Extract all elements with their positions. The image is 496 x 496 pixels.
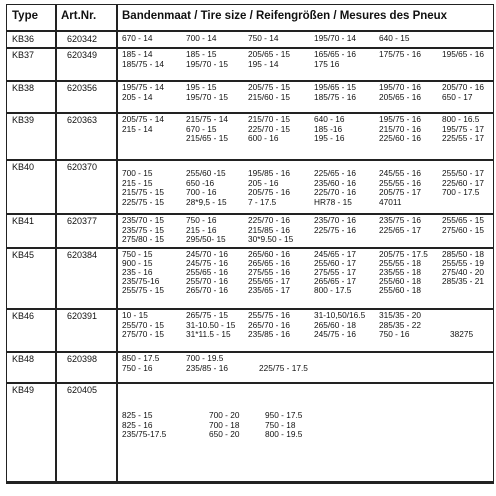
tire-size-value: 31*11.5 - 15 (186, 329, 231, 340)
tire-size-value: 225/70 - 15 (248, 123, 290, 134)
article-number-cell: 620363 (67, 115, 98, 125)
row-divider (6, 482, 494, 484)
tire-size-value: 700 - 17.5 (442, 187, 480, 198)
tire-size-value: 700 - 14 (186, 33, 217, 43)
tire-size-value: 215/65 - 15 (186, 133, 228, 144)
tire-size-value: 255/75 - 16 (248, 310, 290, 320)
table-row (6, 351, 494, 382)
tire-size-value: 31-10.50 - 15 (186, 319, 236, 330)
tire-size-value: 275/55 - 16 (248, 267, 290, 277)
tire-size-value: 195 - 16 (314, 133, 345, 144)
header-type: Type (12, 10, 38, 22)
tire-size-value: 255/75 - 15 (122, 285, 164, 295)
tire-size-value: 245/75 - 16 (186, 258, 228, 268)
tire-size-value: 225/70 - 16 (314, 187, 356, 198)
table-row (6, 159, 494, 213)
tire-size-value: 7 - 17.5 (248, 196, 277, 207)
tire-size-value: 235/60 - 16 (314, 177, 356, 188)
table-row (6, 31, 494, 47)
tire-size-value: 215/85 - 16 (248, 224, 290, 235)
tire-size-value: 650 -16 (186, 177, 215, 188)
tire-size-value: 255/70 - 15 (122, 319, 164, 330)
type-cell: KB41 (12, 216, 35, 226)
tire-size-value: 640 - 16 (314, 114, 345, 124)
article-number-cell: 620384 (67, 250, 98, 260)
tire-size-value: 235/70 - 15 (122, 215, 164, 225)
tire-size-value: 235/65 - 17 (248, 285, 290, 295)
tire-size-value: 255/60 - 17 (314, 258, 356, 268)
tire-size-value: 235/85 - 16 (248, 329, 290, 340)
tire-size-value: 255/65 - 15 (442, 215, 484, 225)
tire-size-value: 30*9.50 - 15 (248, 234, 294, 245)
tire-size-value: 800 - 16.5 (442, 114, 480, 124)
tire-size-value: 275/80 - 15 (122, 234, 164, 245)
tire-size-value: 10 - 15 (122, 310, 148, 320)
tire-size-value: 215/60 - 15 (248, 91, 290, 102)
tire-size-value: 800 - 19.5 (265, 429, 303, 440)
tire-size-value: 225/65 - 16 (314, 168, 356, 178)
tire-size-value: 185 -16 (314, 123, 343, 134)
tire-size-value: 205/65 - 16 (379, 91, 421, 102)
tire-size-value: 205/75 - 14 (122, 114, 164, 124)
tire-size-value: 275/40 - 20 (442, 267, 484, 277)
tire-size-value: 245/55 - 16 (379, 168, 421, 178)
tire-size-value: 800 - 17.5 (314, 285, 352, 295)
tire-size-value: 255/60 -15 (186, 168, 226, 178)
article-number-cell: 620342 (67, 34, 98, 44)
tire-size-value: 31-10,50/16.5 (314, 310, 366, 320)
tire-size-value: 650 - 20 (209, 429, 240, 440)
tire-size-value: 255/60 - 18 (379, 285, 421, 295)
tire-size-value: 285/35 - 22 (379, 319, 421, 330)
tire-size-value: 195 - 14 (248, 58, 279, 69)
tire-size-value: 195 - 15 (186, 82, 217, 92)
tire-size-value: 195/75 - 16 (379, 114, 421, 124)
tire-size-value: 825 - 15 (122, 410, 153, 420)
tire-size-value: 285/50 - 18 (442, 249, 484, 259)
tire-size-value: 650 - 17 (442, 91, 473, 102)
type-cell: KB40 (12, 162, 35, 172)
tire-size-value: 255/55 - 16 (379, 177, 421, 188)
type-cell: KB45 (12, 250, 35, 260)
tire-size-value: 225/60 - 16 (379, 133, 421, 144)
tire-size-value: 670 - 14 (122, 33, 153, 43)
tire-size-value: HR78 - 15 (314, 196, 352, 207)
article-number-cell: 620349 (67, 50, 98, 60)
tire-size-value: 235/75-17.5 (122, 429, 167, 440)
tire-size-value: 195/75 - 17 (442, 123, 484, 134)
tire-size-value: 235/75 - 16 (379, 215, 421, 225)
tire-size-value: 165/65 - 16 (314, 49, 356, 59)
table-row (6, 213, 494, 247)
tire-size-value: 235/55 - 18 (379, 267, 421, 277)
tire-size-value: 640 - 15 (379, 33, 410, 43)
tire-size-value: 825 - 16 (122, 419, 153, 430)
article-number-cell: 620405 (67, 385, 98, 395)
table-row (6, 308, 494, 351)
tire-size-value: 275/55 - 17 (314, 267, 356, 277)
tire-size-value: 225/70 - 16 (248, 215, 290, 225)
article-number-cell: 620377 (67, 216, 98, 226)
type-cell: KB36 (12, 34, 35, 44)
table-row (6, 382, 494, 482)
type-cell: KB49 (12, 385, 35, 395)
tire-size-value: 750 - 16 (186, 215, 217, 225)
tire-size-value: 195/70 - 15 (186, 58, 228, 69)
table-row (6, 47, 494, 80)
tire-size-value: 225/75 - 16 (314, 224, 356, 235)
tire-size-value: 185 - 14 (122, 49, 153, 59)
tire-size-value: 38275 (450, 329, 474, 340)
tire-size-value: 275/70 - 15 (122, 329, 164, 340)
table-row (6, 247, 494, 308)
tire-size-value: 750 - 14 (248, 33, 279, 43)
tire-size-value: 205 - 16 (248, 177, 279, 188)
tire-size-value: 195/75 - 14 (122, 82, 164, 92)
tire-size-value: 245/75 - 16 (314, 329, 356, 340)
tire-size-value: 265/65 - 17 (314, 276, 356, 286)
tire-size-value: 700 - 19.5 (186, 353, 224, 363)
tire-size-value: 195/70 - 14 (314, 33, 356, 43)
tire-size-value: 255/55 - 18 (379, 258, 421, 268)
tire-size-value: 225/75 - 17.5 (259, 362, 308, 373)
tire-size-value: 205/75 - 15 (248, 82, 290, 92)
type-cell: KB39 (12, 115, 35, 125)
tire-size-value: 265/75 - 15 (186, 310, 228, 320)
tire-size-value: 225/75 - 15 (122, 196, 164, 207)
tire-size-value: 235 - 16 (122, 267, 153, 277)
header-art: Art.Nr. (61, 10, 97, 22)
tire-size-value: 265/70 - 16 (186, 285, 228, 295)
tire-size-value: 750 - 16 (379, 329, 410, 340)
tire-size-value: 285/35 - 21 (442, 276, 484, 286)
tire-size-value: 195/65 - 16 (442, 49, 484, 59)
tire-size-value: 900 - 15 (122, 258, 153, 268)
tire-size-value: 205/65 - 15 (248, 49, 290, 59)
tire-size-value: 315/35 - 20 (379, 310, 421, 320)
tire-size-value: 28*9,5 - 15 (186, 196, 227, 207)
tire-size-table (6, 4, 494, 482)
tire-size-value: 225/55 - 17 (442, 133, 484, 144)
article-number-cell: 620370 (67, 162, 98, 172)
type-cell: KB48 (12, 354, 35, 364)
tire-size-value: 700 - 15 (122, 168, 153, 178)
tire-size-value: 275/60 - 15 (442, 224, 484, 235)
tire-size-value: 195/70 - 15 (186, 91, 228, 102)
tire-size-value: 700 - 16 (186, 187, 217, 198)
article-number-cell: 620398 (67, 354, 98, 364)
tire-size-value: 700 - 20 (209, 410, 240, 420)
article-number-cell: 620391 (67, 311, 98, 321)
tire-size-value: 850 - 17.5 (122, 353, 160, 363)
tire-size-value: 205/70 - 16 (442, 82, 484, 92)
table-row (6, 80, 494, 112)
tire-size-value: 175/75 - 16 (379, 49, 421, 59)
tire-size-value: 185 - 15 (186, 49, 217, 59)
tire-size-value: 295/50- 15 (186, 234, 226, 245)
tire-size-value: 215/70 - 15 (248, 114, 290, 124)
tire-size-value: 235/75-16 (122, 276, 160, 286)
tire-size-value: 700 - 18 (209, 419, 240, 430)
tire-size-value: 235/85 - 16 (186, 362, 228, 373)
tire-size-value: 225/60 - 17 (442, 177, 484, 188)
type-cell: KB38 (12, 83, 35, 93)
tire-size-value: 235/70 - 16 (314, 215, 356, 225)
header-size: Bandenmaat / Tire size / Reifengrößen / Mesures des Pneux (122, 10, 448, 22)
tire-size-value: 195/65 - 15 (314, 82, 356, 92)
tire-size-value: 750 - 18 (265, 419, 296, 430)
tire-size-value: 205/75 - 17 (379, 187, 421, 198)
tire-size-value: 255/65 - 16 (186, 267, 228, 277)
tire-size-value: 255/55 - 19 (442, 258, 484, 268)
tire-size-value: 215 - 15 (122, 177, 153, 188)
tire-size-value: 255/65 - 17 (248, 276, 290, 286)
type-cell: KB37 (12, 50, 35, 60)
tire-size-value: 265/65 - 16 (248, 258, 290, 268)
article-number-cell: 620356 (67, 83, 98, 93)
table-header (6, 4, 494, 31)
tire-size-value: 670 - 15 (186, 123, 217, 134)
tire-size-value: 255/60 - 18 (379, 276, 421, 286)
tire-size-value: 205/75 - 16 (248, 187, 290, 198)
tire-size-value: 215/70 - 16 (379, 123, 421, 134)
tire-size-value: 235/75 - 15 (122, 224, 164, 235)
tire-size-value: 265/70 - 16 (248, 319, 290, 330)
tire-size-value: 215/75 - 15 (122, 187, 164, 198)
tire-size-value: 255/70 - 16 (186, 276, 228, 286)
tire-size-value: 175 16 (314, 58, 340, 69)
tire-size-value: 185/75 - 16 (314, 91, 356, 102)
tire-size-value: 195/85 - 16 (248, 168, 290, 178)
tire-size-value: 225/65 - 17 (379, 224, 421, 235)
tire-size-value: 215 - 16 (186, 224, 217, 235)
tire-size-value: 600 - 16 (248, 133, 279, 144)
tire-size-value: 205 - 14 (122, 91, 153, 102)
tire-size-value: 950 - 17.5 (265, 410, 303, 420)
tire-size-value: 750 - 16 (122, 362, 153, 373)
tire-size-value: 195/70 - 16 (379, 82, 421, 92)
tire-size-value: 215 - 14 (122, 123, 153, 134)
tire-size-value: 205/75 - 17.5 (379, 249, 428, 259)
table-row (6, 112, 494, 159)
tire-size-value: 265/60 - 18 (314, 319, 356, 330)
tire-size-value: 750 - 15 (122, 249, 153, 259)
tire-size-value: 245/65 - 17 (314, 249, 356, 259)
tire-size-value: 215/75 - 14 (186, 114, 228, 124)
tire-size-value: 255/50 - 17 (442, 168, 484, 178)
tire-size-value: 265/60 - 16 (248, 249, 290, 259)
tire-size-value: 245/70 - 16 (186, 249, 228, 259)
type-cell: KB46 (12, 311, 35, 321)
tire-size-value: 47011 (379, 196, 402, 207)
tire-size-value: 185/75 - 14 (122, 58, 164, 69)
